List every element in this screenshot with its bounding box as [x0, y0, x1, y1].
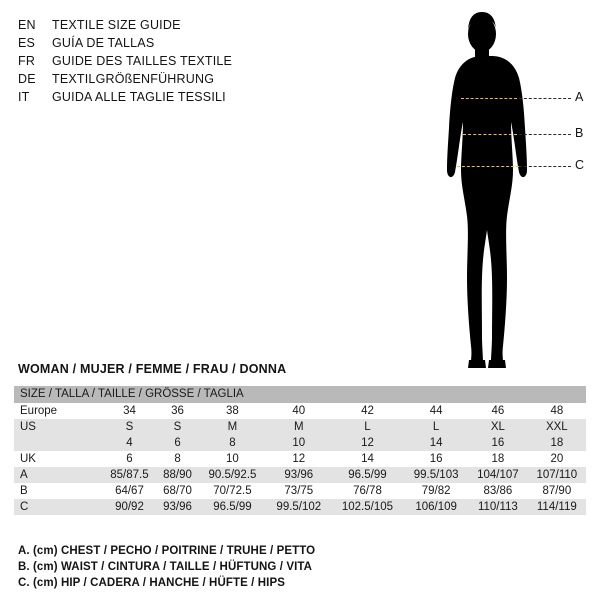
language-code: FR — [18, 54, 36, 68]
table-cell: 38 — [198, 403, 267, 419]
measure-label-c: C — [575, 158, 585, 172]
row-label: B — [14, 483, 102, 499]
language-title: GUIDA ALLE TAGLIE TESSILI — [52, 90, 226, 104]
language-code: ES — [18, 36, 36, 50]
table-cell: L — [331, 419, 404, 435]
table-cell: 79/82 — [404, 483, 468, 499]
language-code: DE — [18, 72, 36, 86]
table-cell: 83/86 — [468, 483, 528, 499]
body-figure — [425, 10, 590, 370]
measure-line-a-extension — [519, 98, 571, 99]
table-cell: 16 — [468, 435, 528, 451]
female-silhouette-icon — [425, 10, 590, 370]
measure-line-b-extension — [519, 134, 571, 135]
table-cell: L — [404, 419, 468, 435]
language-title: TEXTILE SIZE GUIDE — [52, 18, 181, 32]
table-cell: 104/107 — [468, 467, 528, 483]
table-cell: 70/72.5 — [198, 483, 267, 499]
language-row — [18, 17, 348, 34]
footnote-b: B. (cm) WAIST / CINTURA / TAILLE / HÜFTUNG / VITA — [18, 561, 313, 573]
row-label: C — [14, 499, 102, 515]
language-row — [18, 35, 348, 52]
size-table — [14, 386, 586, 515]
table-cell: XXL — [528, 419, 586, 435]
language-row — [18, 53, 348, 70]
table-cell: 76/78 — [331, 483, 404, 499]
table-cell: M — [198, 419, 267, 435]
language-title: GUIDE DES TAILLES TEXTILE — [52, 54, 233, 68]
table-cell: 73/75 — [267, 483, 331, 499]
measure-line-b-body — [463, 134, 517, 135]
table-cell: XL — [468, 419, 528, 435]
table-cell: 34 — [102, 403, 157, 419]
row-label: Europe — [14, 403, 102, 419]
table-cell: 99.5/102 — [267, 499, 331, 515]
table-cell: 14 — [404, 435, 468, 451]
table-cell: 99.5/103 — [404, 467, 468, 483]
table-header-label: SIZE / TALLA / TAILLE / GRÖSSE / TAGLIA — [14, 386, 586, 403]
language-title: GUÍA DE TALLAS — [52, 36, 155, 50]
footnote-list — [18, 543, 578, 591]
table-cell: 87/90 — [528, 483, 586, 499]
table-row — [14, 483, 586, 499]
row-label — [14, 435, 102, 451]
table-cell: 93/96 — [157, 499, 198, 515]
table-cell: 12 — [267, 451, 331, 467]
language-code: EN — [18, 18, 36, 32]
measure-label-b: B — [575, 126, 584, 140]
table-cell: 40 — [267, 403, 331, 419]
language-title-list — [18, 17, 348, 107]
table-cell: 46 — [468, 403, 528, 419]
table-row — [14, 435, 586, 451]
table-cell: 68/70 — [157, 483, 198, 499]
table-cell: 90.5/92.5 — [198, 467, 267, 483]
measure-line-c-body — [457, 166, 519, 167]
table-cell: 106/109 — [404, 499, 468, 515]
table-row — [14, 419, 586, 435]
table-cell: 102.5/105 — [331, 499, 404, 515]
table-cell: 6 — [102, 451, 157, 467]
table-cell: 107/110 — [528, 467, 586, 483]
row-label: UK — [14, 451, 102, 467]
table-cell: 20 — [528, 451, 586, 467]
footnote-a: A. (cm) CHEST / PECHO / POITRINE / TRUHE / PETTO — [18, 545, 316, 557]
table-cell: 8 — [198, 435, 267, 451]
table-cell: 18 — [528, 435, 586, 451]
footnote-c: C. (cm) HIP / CADERA / HANCHE / HÜFTE / HIPS — [18, 577, 286, 589]
table-row — [14, 451, 586, 467]
row-label: US — [14, 419, 102, 435]
table-cell: 12 — [331, 435, 404, 451]
table-cell: S — [102, 419, 157, 435]
table-cell: 44 — [404, 403, 468, 419]
language-row — [18, 71, 348, 88]
table-cell: 110/113 — [468, 499, 528, 515]
measure-line-c-extension — [519, 166, 571, 167]
table-row — [14, 499, 586, 515]
measure-line-a-body — [461, 98, 517, 99]
table-cell: 16 — [404, 451, 468, 467]
table-cell: 8 — [157, 451, 198, 467]
table-cell: 10 — [198, 451, 267, 467]
table-cell: 88/90 — [157, 467, 198, 483]
table-cell: 14 — [331, 451, 404, 467]
table-cell: S — [157, 419, 198, 435]
table-cell: 18 — [468, 451, 528, 467]
table-row — [14, 403, 586, 419]
table-header-row — [14, 386, 586, 403]
table-cell: 4 — [102, 435, 157, 451]
table-row — [14, 467, 586, 483]
row-label: A — [14, 467, 102, 483]
table-cell: 90/92 — [102, 499, 157, 515]
table-cell: 93/96 — [267, 467, 331, 483]
table-cell: 48 — [528, 403, 586, 419]
table-cell: 42 — [331, 403, 404, 419]
measure-label-a: A — [575, 90, 584, 104]
language-row — [18, 89, 348, 106]
table-cell: 6 — [157, 435, 198, 451]
table-cell: 64/67 — [102, 483, 157, 499]
table-cell: 114/119 — [528, 499, 586, 515]
table-section-title: WOMAN / MUJER / FEMME / FRAU / DONNA — [18, 362, 287, 376]
table-cell: 85/87.5 — [102, 467, 157, 483]
language-code: IT — [18, 90, 30, 104]
language-title: TEXTILGRÖßENFÜHRUNG — [52, 72, 215, 86]
table-cell: 36 — [157, 403, 198, 419]
table-cell: 10 — [267, 435, 331, 451]
table-cell: M — [267, 419, 331, 435]
table-cell: 96.5/99 — [331, 467, 404, 483]
table-cell: 96.5/99 — [198, 499, 267, 515]
